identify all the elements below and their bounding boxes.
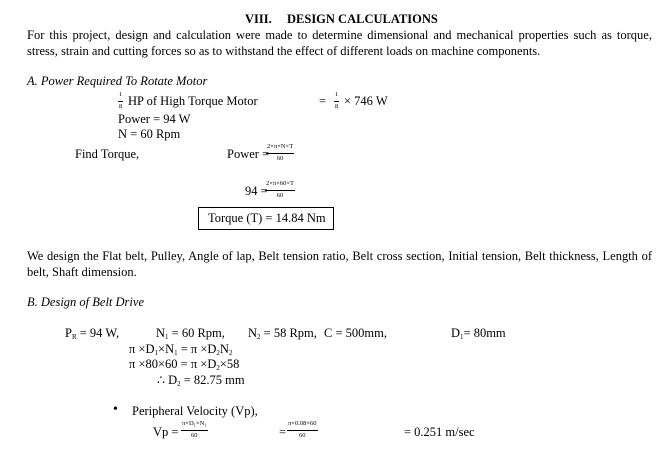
sub-eq-den: 60 [276, 191, 284, 199]
vp-den: 60 [191, 431, 198, 439]
rhs-value: × 746 W [344, 94, 388, 108]
vp2-num: π×0.08×60 [288, 420, 317, 427]
section-title: DESIGN CALCULATIONS [287, 12, 438, 26]
hp-fraction [118, 92, 123, 110]
pr-value: $P_R = 94$ W, [65, 326, 120, 341]
rhs-fraction-num: 1 [335, 91, 339, 98]
power-eq-den: 60 [276, 154, 284, 162]
peripheral-velocity-label: Peripheral Velocity (Vp), [132, 404, 258, 418]
vp2-fraction [287, 421, 318, 439]
section-b-heading: B. Design of Belt Drive [27, 295, 144, 309]
power-eq-fraction [266, 144, 294, 162]
hp-label: HP of High Torque Motor [128, 94, 258, 108]
n1-value: $N_1 = 60$ Rpm, [156, 326, 225, 341]
sub-eq-fraction [265, 181, 295, 199]
power-eq-num: 2×π×N×T [267, 143, 294, 150]
speed-value: N = 60 Rpm [118, 127, 181, 141]
vp2-equals: = [279, 425, 287, 439]
find-torque-label: Find Torque, [75, 147, 140, 161]
sub-eq-num: 2×π×60×T [266, 180, 294, 187]
d1-value: $D_1= 80mm$ [451, 326, 506, 341]
n2-value: $N_2 = 58$ Rpm, [248, 326, 317, 341]
hp-fraction-den: 8 [119, 102, 123, 110]
rhs-fraction [334, 92, 339, 110]
vp-result: = 0.251 m/sec [404, 425, 475, 439]
power-eq-lhs: Power = [227, 147, 270, 161]
intro-paragraph: For this project, design and calculation were made to determine dimensional and mechanical properties such as torque, stress, strain and cutting forces so as to withstand the effect of different loads on machine components. [27, 28, 652, 58]
vp-num: π×D₁×N₁ [182, 420, 207, 427]
vp-fraction [181, 421, 208, 439]
rhs-fraction-den: 8 [335, 102, 339, 110]
c-value: C = 500mm, [324, 326, 387, 340]
vp2-den: 60 [299, 431, 306, 439]
torque-result: Torque (T) = 14.84 Nm [208, 211, 326, 225]
design-list-paragraph: We design the Flat belt, Pulley, Angle of lap, Belt tension ratio, Belt cross section, Initial tension, Belt thickness, Length of belt, Shaft dimension. [27, 249, 652, 279]
vp-lhs: Vp = [153, 425, 179, 439]
equation-2: $\pi \times 80\times 60 = \pi \times D_2\times 58$ [129, 357, 240, 372]
bullet-icon: • [113, 402, 118, 417]
section-number: VIII. [245, 12, 272, 26]
equation-3: ∴ $D_2 = 82.75$ mm [157, 373, 245, 388]
hp-equals: = [319, 94, 327, 108]
section-a-heading: A. Power Required To Rotate Motor [27, 74, 208, 88]
equation-1: $\pi \times D_1\times N_1 = \pi \times D_2N_2$ [129, 342, 233, 357]
sub-eq-lhs: 94 = [245, 184, 268, 198]
power-value: Power = 94 W [118, 112, 191, 126]
hp-fraction-num: 1 [119, 91, 123, 98]
torque-result-box [198, 207, 334, 230]
